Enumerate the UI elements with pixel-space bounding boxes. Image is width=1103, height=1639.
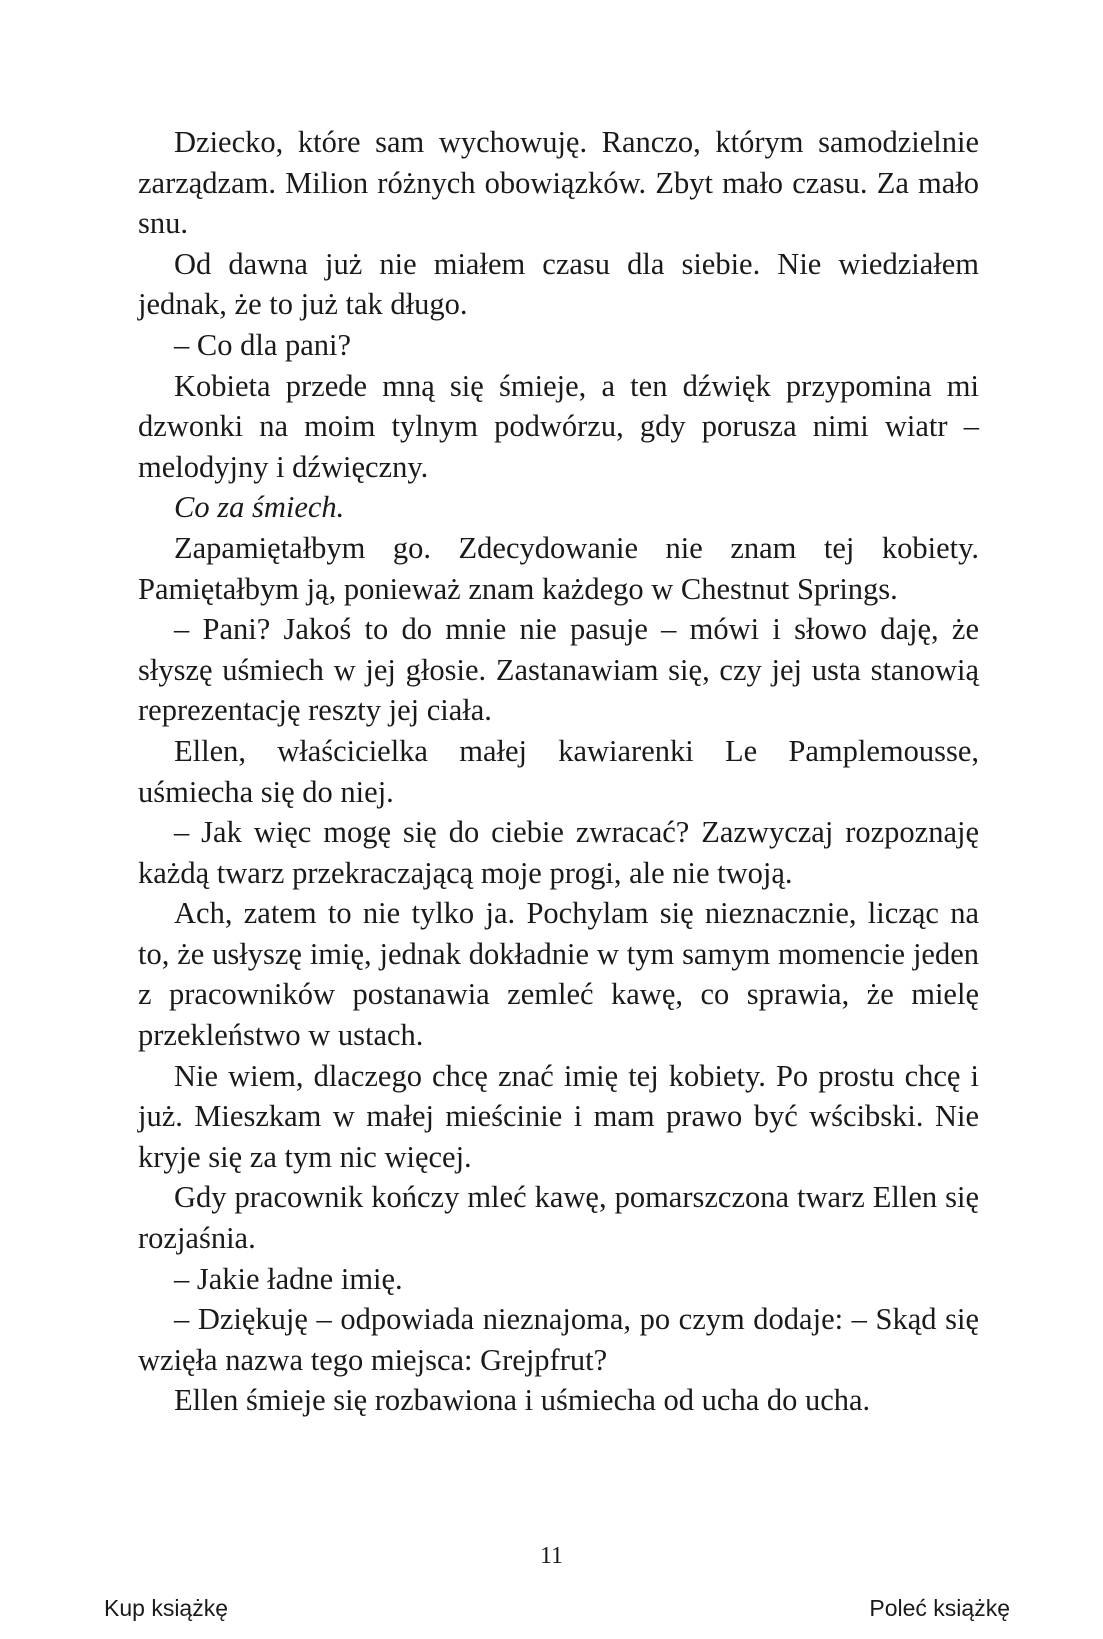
dialogue-line: – Jakie ładne imię.	[174, 1261, 403, 1296]
dialogue-line: – Dziękuję – odpowiada nieznajoma, po czym dodaje: – Skąd się wzięła nazwa tego miejsca: Grejpfrut?	[138, 1302, 979, 1377]
paragraph: Gdy pracownik kończy mleć kawę, pomarszczona twarz Ellen się rozjaśnia.	[138, 1180, 979, 1256]
dialogue-line: – Pani? Jakoś to do mnie nie pasuje – mówi i słowo daję, że słyszę uśmiech w jej głosie. Zastanawiam się, czy jej usta stanowią reprezentację reszty jej ciała.	[138, 612, 979, 728]
paragraph: Kobieta przede mną się śmieje, a ten dźwięk przypomina mi dzwonki na moim tylnym podwórzu, gdy porusza nimi wiatr – melodyjny i dźwięczny.	[138, 368, 979, 484]
paragraph: Ellen śmieje się rozbawiona i uśmiecha od ucha do ucha.	[174, 1383, 871, 1418]
paragraph: Nie wiem, dlaczego chcę znać imię tej kobiety. Po prostu chcę i już. Mieszkam w małej mieścinie i mam prawo być wścibski. Nie kryje się za tym nic więcej.	[138, 1058, 979, 1174]
italic-thought: Co za śmiech.	[174, 490, 345, 525]
paragraph: Dziecko, które sam wychowuję. Ranczo, którym samodzielnie zarządzam. Milion różnych obowiązków. Zbyt mało czasu. Za mało snu.	[138, 125, 979, 241]
paragraph: Od dawna już nie miałem czasu dla siebie. Nie wiedziałem jednak, że to już tak długo.	[138, 246, 979, 322]
dialogue-line: – Co dla pani?	[174, 327, 352, 362]
paragraph: Ach, zatem to nie tylko ja. Pochylam się nieznacznie, licząc na to, że usłyszę imię, jednak dokładnie w tym samym momencie jeden z pracowników postanawia zemleć kawę, co sprawia, że mielę przekleństwo w ustach.	[138, 896, 979, 1053]
recommend-book-link[interactable]: Poleć książkę	[869, 1595, 1010, 1621]
page-number: 11	[539, 1543, 564, 1569]
buy-book-link[interactable]: Kup książkę	[104, 1595, 229, 1621]
page-body	[138, 122, 979, 1421]
paragraph: Ellen, właścicielka małej kawiarenki Le Pamplemousse, uśmiecha się do niej.	[138, 733, 979, 809]
dialogue-line: – Jak więc mogę się do ciebie zwracać? Zazwyczaj rozpoznaję każdą twarz przekraczającą moje progi, ale nie twoją.	[138, 815, 979, 890]
paragraph: Zapamiętałbym go. Zdecydowanie nie znam tej kobiety. Pamiętałbym ją, ponieważ znam każdego w Chestnut Springs.	[138, 530, 979, 606]
